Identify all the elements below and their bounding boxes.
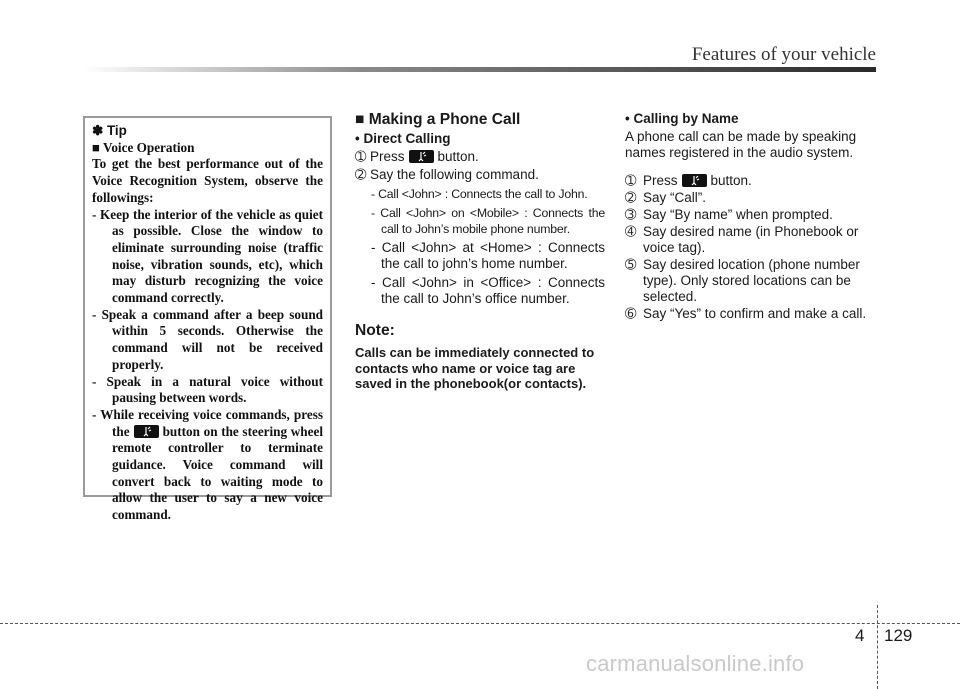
step-text-before: Press: [643, 173, 678, 188]
tip-item-last-before: - While receiving voice commands, press the: [92, 406, 323, 439]
step-text-before: Press: [370, 149, 405, 164]
step-text: Say the following command.: [370, 167, 539, 182]
step-number: ➂: [625, 207, 637, 222]
tip-heading: ✽ Tip: [92, 123, 127, 138]
step-text: Say “By name” when prompted.: [643, 207, 833, 222]
command-item: - Call <John> on <Mobile> : Connects the call to John’s mobile phone number.: [371, 206, 605, 236]
tip-item-last-after: button on the steering wheel remote controller to terminate guidance. Voice command will convert back to waiting mode to allow the user to say a new voice command.: [112, 423, 323, 523]
direct-calling-title: • Direct Calling: [355, 131, 451, 146]
page-number: 129: [884, 626, 913, 645]
name-step: [625, 224, 877, 256]
chapter-number: 4: [855, 626, 865, 645]
tip-subheading: ■ Voice Operation: [92, 139, 195, 155]
step-number: ➄: [625, 257, 637, 272]
step-number: ➁: [355, 167, 367, 182]
step-text-after: button.: [710, 173, 752, 188]
tip-item: - Keep the interior of the vehicle as quiet as possible. Close the window to eliminate surrounding noise (traffic noise, vibration sounds, etc), which may disturb recognizing the voice command correctly.: [92, 206, 323, 306]
step-number: ➀: [355, 149, 367, 164]
voice-button-icon: [409, 150, 434, 163]
header-title: Features of your vehicle: [691, 44, 876, 65]
name-step-1: [625, 173, 877, 189]
tip-intro: To get the best performance out of the Voice Recognition System, observe the followings:: [92, 156, 323, 205]
tip-item: - Speak a command after a beep sound within 5 seconds. Otherwise the command will not be received properly.: [92, 306, 323, 372]
step-2: [355, 167, 605, 183]
footer-divider: [877, 605, 878, 689]
note-title: Note:: [355, 322, 395, 339]
step-text: Say desired name (in Phonebook or voice tag).: [643, 224, 859, 255]
tip-item: - Speak in a natural voice without pausing between words.: [92, 373, 323, 406]
step-number: ➀: [625, 173, 637, 188]
command-item: - Call <John> : Connects the call to John.: [371, 187, 588, 201]
command-item: - Call <John> in <Office> : Connects the call to John’s office number.: [371, 275, 605, 306]
step-number: ➅: [625, 306, 637, 321]
step-text: Say “Call”.: [643, 190, 707, 205]
note-text: Calls can be immediately connected to contacts who name or voice tag are saved in the phonebook(or contacts).: [355, 345, 595, 391]
voice-button-icon: [682, 174, 707, 187]
step-text-after: button.: [437, 149, 479, 164]
making-phone-call-section: [355, 111, 605, 392]
name-step: [625, 207, 877, 223]
step-1: [355, 149, 605, 165]
command-item: - Call <John> at <Home> : Connects the call to john’s home number.: [371, 240, 605, 271]
tip-item-last: [92, 407, 323, 524]
calling-by-name-intro: A phone call can be made by speaking names registered in the audio system.: [625, 129, 857, 160]
name-step: [625, 306, 877, 322]
calling-by-name-title: • Calling by Name: [625, 111, 739, 126]
name-step: [625, 190, 877, 206]
header-rule: [83, 67, 876, 72]
name-step: [625, 257, 877, 305]
calling-by-name-section: [625, 111, 877, 323]
watermark: carmanualsonline.info: [586, 651, 805, 676]
footer-rule: [0, 623, 960, 624]
tip-list: [92, 207, 323, 524]
step-number: ➃: [625, 224, 637, 239]
section-title: ■ Making a Phone Call: [355, 111, 521, 128]
step-text: Say “Yes” to confirm and make a call.: [643, 306, 867, 321]
tip-box: [83, 116, 332, 523]
step-text: Say desired location (phone number type). Only stored locations can be selected.: [643, 257, 860, 304]
step-number: ➁: [625, 190, 637, 205]
voice-button-icon: [134, 425, 159, 438]
